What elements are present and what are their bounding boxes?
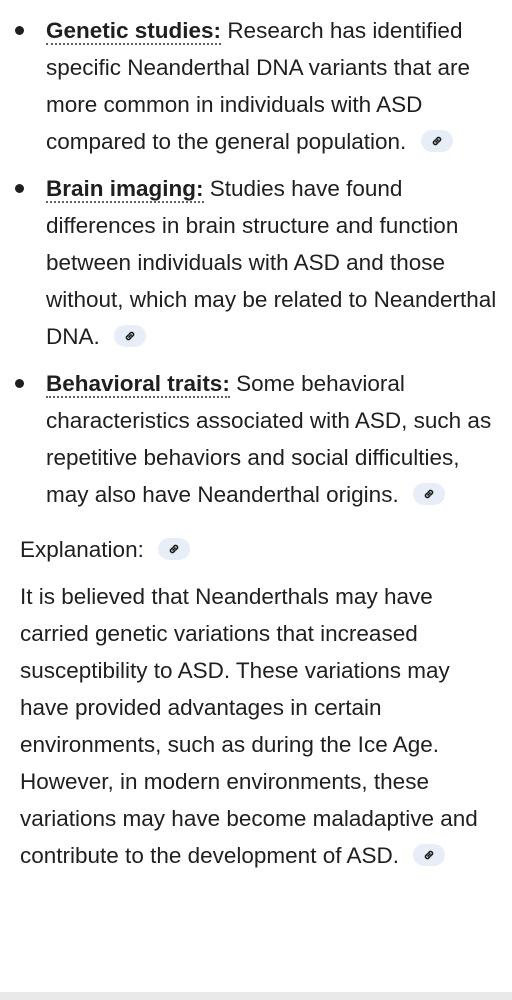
bullet-term[interactable]: Genetic studies: — [46, 18, 222, 43]
bullet-item-genetic-studies — [0, 12, 512, 160]
bullet-term[interactable]: Behavioral traits: — [46, 371, 230, 396]
bullet-text: Some behavioral characteristics associated with ASD, such as repetitive behaviors and social difficulties, may also have Neanderthal origins. — [46, 371, 492, 507]
source-link-chip[interactable] — [413, 483, 445, 505]
bullet-text: Studies have found differences in brain structure and function between individuals with ASD and those without, which may be related to Neanderthal DNA. — [46, 176, 497, 349]
link-icon — [430, 134, 444, 148]
link-icon — [167, 542, 181, 556]
bullet-term[interactable]: Brain imaging: — [46, 176, 204, 201]
bullet-item-behavioral-traits — [0, 365, 512, 513]
explanation-body: It is believed that Neanderthals may have carried genetic variations that increased susceptibility to ASD. These variations may have provided advantages in certain environments, such as during the Ice Age. However, in modern environments, these variations may have become maladaptive and contribute to the development of ASD. — [20, 584, 478, 868]
explanation-heading-text: Explanation: — [20, 537, 144, 562]
link-icon — [422, 848, 436, 862]
bullet-list — [0, 12, 512, 513]
source-link-chip[interactable] — [114, 325, 146, 347]
source-link-chip[interactable] — [413, 844, 445, 866]
explanation-heading — [20, 531, 512, 568]
bullet-text: Research has identified specific Neanderthal DNA variants that are more common in individuals with ASD compared to the general population. — [46, 18, 470, 154]
link-icon — [123, 329, 137, 343]
bullet-dot — [15, 379, 24, 388]
source-link-chip[interactable] — [158, 538, 190, 560]
link-icon — [422, 487, 436, 501]
bullet-item-brain-imaging — [0, 170, 512, 355]
bottom-edge-bar — [0, 992, 512, 1000]
explanation-paragraph — [20, 578, 498, 874]
bullet-dot — [15, 184, 24, 193]
bullet-dot — [15, 26, 24, 35]
source-link-chip[interactable] — [421, 130, 453, 152]
